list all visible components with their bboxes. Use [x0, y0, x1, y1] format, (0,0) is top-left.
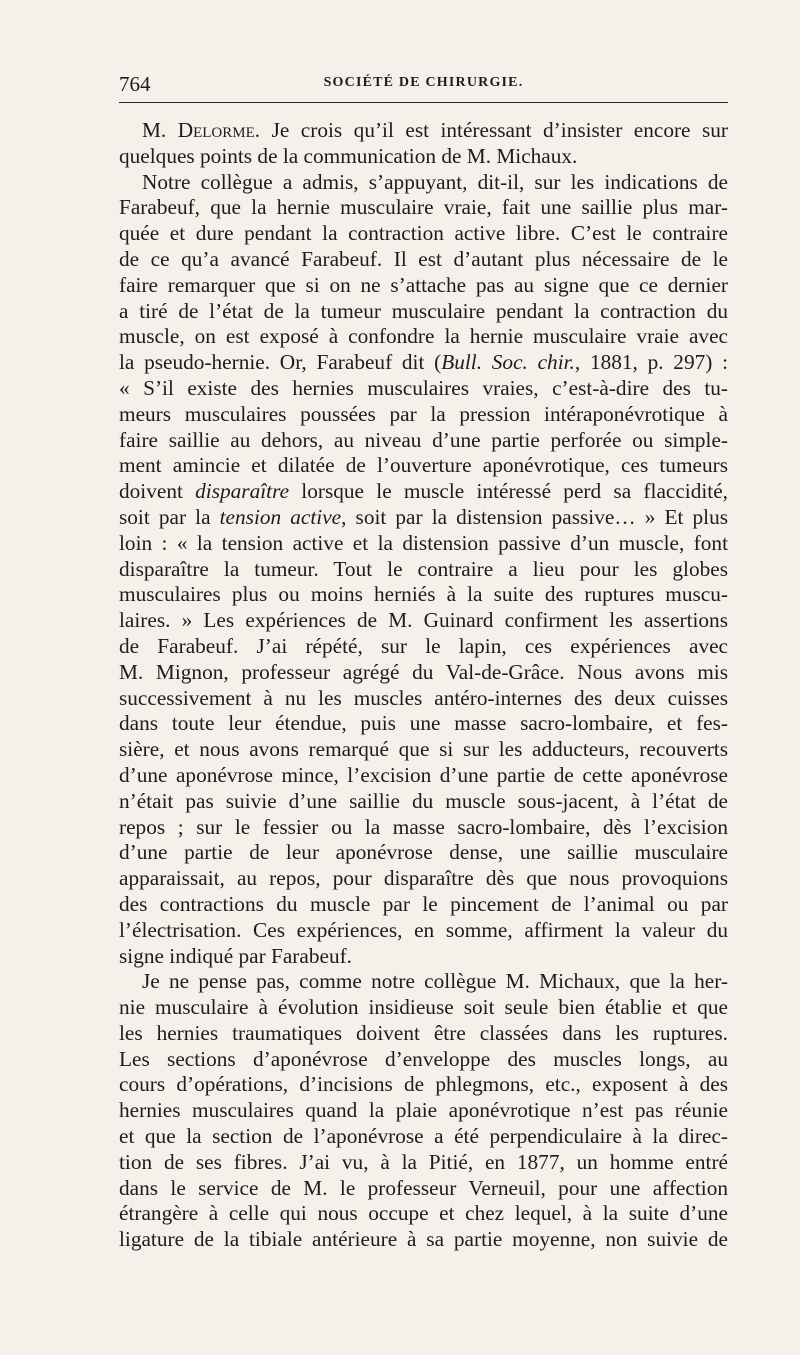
text-line: n’était pas suivie d’une saillie du muscle sous-jacent, à l’état de [119, 788, 728, 813]
text-line: faire remarquer que si on ne s’attache pas au signe que ce dernier [119, 272, 728, 297]
text-line: signe indiqué par Farabeuf. [119, 943, 353, 968]
body-text [119, 118, 728, 1253]
emphasis: disparaître [195, 479, 290, 504]
text-line: apparaissait, au repos, pour disparaître dès que nous provoquions [119, 866, 728, 891]
text-line: de Farabeuf. J’ai répété, sur le lapin, ces expériences avec [119, 633, 728, 658]
text-line: cours d’opérations, d’incisions de phlegmons, etc., exposent à des [119, 1072, 728, 1097]
text-line: « S’il existe des hernies musculaires vraies, c’est-à-dire des tu- [119, 375, 728, 400]
text-line: de ce qu’a avancé Farabeuf. Il est d’autant plus nécessaire de le [119, 246, 728, 271]
text-line: successivement à nu les muscles antéro-internes des deux cuisses [119, 685, 728, 710]
text-line: d’une partie de leur aponévrose dense, une saillie musculaire [119, 840, 728, 865]
text-line: faire saillie au dehors, au niveau d’une partie perforée ou simple- [119, 427, 728, 452]
text-line: la pseudo-hernie. Or, Farabeuf dit (Bull. Soc. chir., 1881, p. 297) : [119, 350, 729, 375]
text-line: sière, et nous avons remarqué que si sur les adducteurs, recouverts [119, 737, 728, 762]
text-line: Les sections d’aponévrose d’enveloppe des muscles longs, au [119, 1046, 728, 1071]
speaker-name: M. Delorme. [142, 118, 261, 142]
text-line: étrangère à celle qui nous occupe et chez lequel, à la suite d’une [119, 1201, 728, 1226]
text-line: tion de ses fibres. J’ai vu, à la Pitié, en 1877, un homme entré [119, 1149, 728, 1174]
text-line: M. Mignon, professeur agrégé du Val-de-Grâce. Nous avons mis [119, 659, 728, 684]
text-line: repos ; sur le fessier ou la masse sacro-lombaire, dès l’excision [119, 814, 728, 839]
text-line: les hernies traumatiques doivent être classées dans les ruptures. [119, 1020, 728, 1045]
text-line: d’une aponévrose mince, l’excision d’une partie de cette aponévrose [119, 762, 728, 787]
text-line: meurs musculaires poussées par la pression intéraponévrotique à [119, 401, 728, 426]
text-line: quée et dure pendant la contraction active libre. C’est le contraire [119, 221, 728, 246]
text-line: dans toute leur étendue, puis une masse sacro-lombaire, et fes- [119, 711, 728, 736]
text-line: doivent disparaître lorsque le muscle intéressé perd sa flaccidité, [119, 479, 728, 504]
text-line: nie musculaire à évolution insidieuse soit seule bien établie et que [119, 995, 728, 1020]
text-line: soit par la tension active, soit par la distension passive… » Et plus [119, 504, 728, 529]
text-line: musculaires plus ou moins herniés à la suite des ruptures muscu- [119, 582, 728, 607]
text-line: muscle, on est exposé à confondre la hernie musculaire vraie avec [119, 324, 728, 349]
text-line: disparaître la tumeur. Tout le contraire a lieu pour les globes [119, 556, 728, 581]
text-line: l’électrisation. Ces expériences, en somme, affirment la valeur du [119, 917, 728, 942]
text-line: ligature de la tibiale antérieure à sa partie moyenne, non suivie de [119, 1227, 728, 1252]
running-title: SOCIÉTÉ DE CHIRURGIE. [323, 75, 524, 90]
text-line: Notre collègue a admis, s’appuyant, dit-il, sur les indications de [142, 169, 728, 194]
emphasis: tension active [219, 504, 342, 529]
text-line: ment amincie et dilatée de l’ouverture aponévrotique, ces tumeurs [119, 453, 728, 478]
citation: Bull. Soc. chir. [441, 350, 575, 375]
text-line: Je ne pense pas, comme notre collègue M. Michaux, que la her- [142, 969, 728, 994]
text-line: quelques points de la communication de M. Michaux. [119, 143, 578, 168]
text-line: hernies musculaires quand la plaie aponévrotique n’est pas réunie [119, 1098, 728, 1123]
text-line: laires. » Les expériences de M. Guinard confirment les assertions [119, 608, 728, 633]
text-line: des contractions du muscle par le pincement de l’animal ou par [119, 891, 728, 916]
text-line: a tiré de l’état de la tumeur musculaire pendant la contraction du [119, 298, 728, 323]
page-number: 764 [119, 72, 151, 96]
text-line: M. Delorme. Je crois qu’il est intéressant d’insister encore sur [142, 118, 729, 142]
text-line: dans le service de M. le professeur Verneuil, pour une affection [119, 1175, 728, 1200]
text-line: loin : « la tension active et la distension passive d’un muscle, font [119, 530, 728, 555]
page-header [119, 66, 728, 103]
text-line: Farabeuf, que la hernie musculaire vraie, fait une saillie plus mar- [119, 195, 728, 220]
text-line: et que la section de l’aponévrose a été perpendiculaire à la direc- [119, 1124, 728, 1149]
